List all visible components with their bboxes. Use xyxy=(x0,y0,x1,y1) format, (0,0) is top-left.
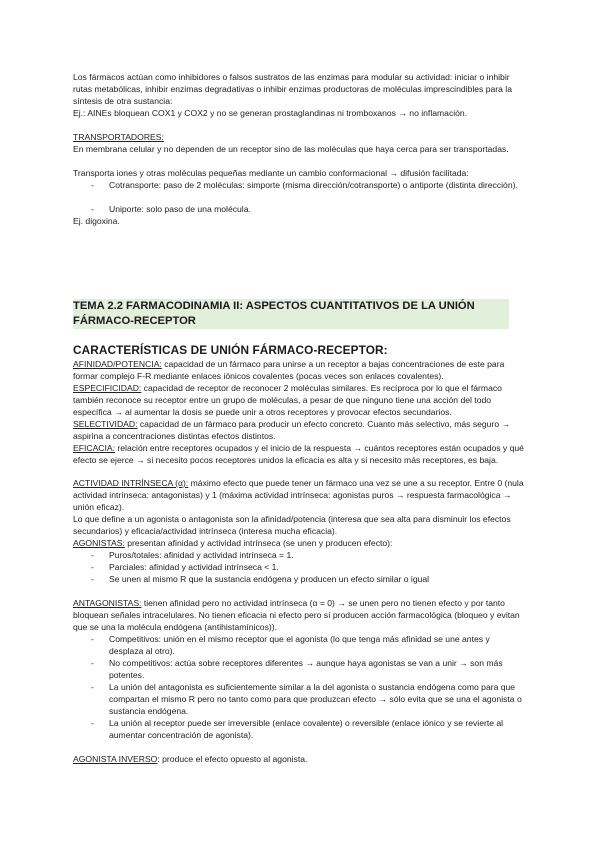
eficacia-paragraph xyxy=(73,443,525,467)
list-item xyxy=(91,550,525,562)
bullet-dash: - xyxy=(91,204,94,214)
selectividad-text: capacidad de un fármaco para producir un efecto concreto. Cuanto más selectivo, más seguro → aspirina a concentraciones distintas efectos distintos. xyxy=(73,419,511,441)
list-item-text: Competitivos: unión en el mismo receptor que el agonista (lo que tenga más afinidad se une antes y desplaza al otro). xyxy=(109,634,490,656)
agonistas-paragraph xyxy=(73,538,525,550)
antagonistas-paragraph xyxy=(73,598,525,634)
bullet-dash: - xyxy=(91,180,94,190)
agonistas-text: presentan afinidad y actividad intrínseca (se unen y producen efecto): xyxy=(124,538,393,548)
bullet-dash: - xyxy=(91,682,94,692)
afinidad-paragraph xyxy=(73,359,525,383)
list-item xyxy=(91,180,525,192)
actividad-text: máximo efecto que puede tener un fármaco una vez se une a su receptor. Entre 0 (nula actividad intrínseca: antagonistas) y 1 (máxima actividad intrínseca: agonistas puros → respuesta farmacológica → unión eficaz). xyxy=(73,478,524,512)
bullet-dash: - xyxy=(91,658,94,668)
intro-paragraph: Los fármacos actúan como inhibidores o falsos sustratos de las enzimas para modular su actividad: iniciar o inhibir rutas metabólicas, inhibir enzimas degradativas o inhibir enzimas productoras de moléculas imprescindibles para la síntesis de otra sustancia: xyxy=(73,72,512,106)
list-item xyxy=(91,682,525,718)
list-item-text: Cotransporte: paso de 2 moléculas: simporte (misma dirección/cotransporte) o antiporte (distinta dirección). xyxy=(109,180,518,190)
list-item-text: Se unen al mismo R que la sustancia endógena y producen un efecto similar o igual xyxy=(109,574,430,584)
transportadores-paragraph-1: En membrana celular y no dependen de un receptor sino de las moléculas que haya cerca para ser transportadas. xyxy=(73,144,509,154)
resumen-paragraph: Lo que define a un agonista o antagonista son la afinidad/potencia (interesa que sea alta para disminuir los efectos secundarios) y eficacia/actividad intrínseca (interesa mucha eficacia). xyxy=(73,514,511,536)
especificidad-label: ESPECIFICIDAD: xyxy=(73,383,142,393)
transportadores-heading: TRANSPORTADORES: xyxy=(73,132,164,142)
afinidad-text: capacidad de un fármaco para unirse a un receptor a bajas concentraciones de este para formar complejo F-R mediante enlaces iónicos covalentes (pocas veces son enlaces covalentes). xyxy=(73,359,505,381)
bullet-dash: - xyxy=(91,550,94,560)
antagonistas-text: tienen afinidad pero no actividad intrínseca (α = 0) → se unen pero no tienen efecto y por tanto bloquean señales intracelulares. No tienen eficacia ni efecto pero sí producen acción farmacológica (bloqueo y evitan que se una la molécula endógena (antihistamínicos)). xyxy=(73,598,520,632)
agonistas-label: AGONISTAS: xyxy=(73,538,125,548)
afinidad-label: AFINIDAD/POTENCIA: xyxy=(73,359,162,369)
especificidad-text: capacidad de receptor de reconocer 2 moléculas similares. Es recíproca por lo que el fármaco también reconoce su receptor entre un grupo de moléculas, a pesar de que ninguno tiene una acción del todo específica → al aumentar la dosis se puede unir a otros receptores y provocar efectos secundarios. xyxy=(73,383,502,417)
antagonistas-label: ANTAGONISTAS: xyxy=(73,598,142,608)
bullet-dash: - xyxy=(91,718,94,728)
list-item xyxy=(91,574,525,586)
list-item-text: Uniporte: solo paso de una molécula. xyxy=(109,204,251,214)
list-item xyxy=(91,204,525,216)
transportadores-example: Ej. digoxina. xyxy=(73,216,120,226)
list-item xyxy=(91,634,525,658)
list-item-text: La unión del antagonista es suficientemente similar a la del agonista o sustancia endógena como para que compartan el mismo R pero no tanto como para que produzcan efecto → sólo evita que se una el agonista o sustancia endógena. xyxy=(109,682,522,716)
actividad-paragraph xyxy=(73,478,525,514)
selectividad-label: SELECTIVIDAD: xyxy=(73,419,138,429)
list-item-text: No competitivos: actúa sobre receptores diferentes → aunque haya agonistas se van a unir → son más potentes. xyxy=(109,658,503,680)
list-item xyxy=(91,658,525,682)
agonista-inverso-paragraph xyxy=(73,754,525,766)
section-heading: CARACTERÍSTICAS DE UNIÓN FÁRMACO-RECEPTOR: xyxy=(73,343,388,357)
list-item-text: Parciales: afinidad y actividad intrínseca < 1. xyxy=(109,562,279,572)
selectividad-paragraph xyxy=(73,419,525,443)
agonista-inverso-text: : produce el efecto opuesto al agonista. xyxy=(157,754,308,764)
tema-title: TEMA 2.2 FARMACODINAMIA II: ASPECTOS CUANTITATIVOS DE LA UNIÓN FÁRMACO-RECEPTOR xyxy=(73,299,509,329)
eficacia-label: EFICACIA: xyxy=(73,443,116,453)
eficacia-text: relación entre receptores ocupados y el inicio de la respuesta → cuántos receptores están ocupados y qué efecto se ejerce → si necesito pocos receptores unidos la eficacia es alta y si necesito más receptores, es baja. xyxy=(73,443,524,465)
agonista-inverso-label: AGONISTA INVERSO xyxy=(73,754,158,764)
list-item xyxy=(91,562,525,574)
intro-example: Ej.: AINEs bloquean COX1 y COX2 y no se generan prostaglandinas ni tromboxanos → no inflamación. xyxy=(73,108,468,118)
transportadores-paragraph-2: Transporta iones y otras moléculas pequeñas mediante un cambio conformacional → difusión facilitada: xyxy=(73,168,469,178)
actividad-label: ACTIVIDAD INTRÍNSECA (α): xyxy=(73,478,189,488)
bullet-dash: - xyxy=(91,574,94,584)
list-item-text: Puros/totales: afinidad y actividad intrínseca = 1. xyxy=(109,550,294,560)
bullet-dash: - xyxy=(91,634,94,644)
bullet-dash: - xyxy=(91,562,94,572)
list-item xyxy=(91,718,525,742)
list-item-text: La unión al receptor puede ser irreversible (enlace covalente) o reversible (enlace iónico y se revierte al aumentar concentración de agonista). xyxy=(109,718,504,740)
especificidad-paragraph xyxy=(73,383,525,419)
